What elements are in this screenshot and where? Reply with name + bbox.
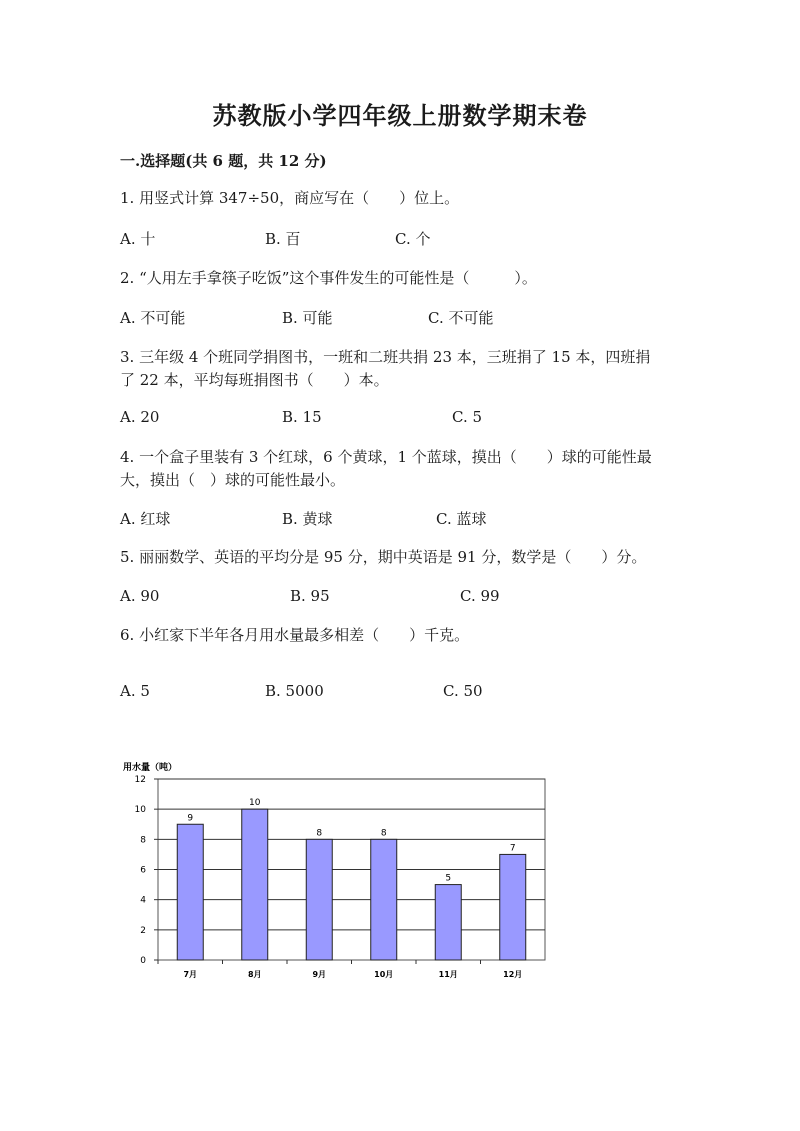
bar-value-label: 8 <box>380 828 387 839</box>
question-2-option-a[interactable]: A. 不可能 <box>120 309 186 327</box>
question-6-option-a[interactable]: A. 5 <box>120 682 150 700</box>
y-tick-label: 6 <box>140 865 146 876</box>
bar <box>500 854 526 960</box>
section-heading: 一.选择题(共 6 题，共 12 分) <box>120 152 327 170</box>
bar-value-label: 5 <box>445 873 452 884</box>
exam-title: 苏教版小学四年级上册数学期末卷 <box>212 101 588 130</box>
question-4-option-c[interactable]: C. 蓝球 <box>436 510 487 528</box>
y-tick-label: 10 <box>134 805 146 816</box>
question-6-option-b[interactable]: B. 5000 <box>265 682 324 700</box>
question-5-option-b[interactable]: B. 95 <box>290 587 330 605</box>
bar <box>242 809 268 960</box>
y-tick-label: 4 <box>140 895 146 906</box>
bar-value-label: 10 <box>249 798 261 809</box>
bar <box>435 885 461 960</box>
bar-value-label: 9 <box>187 813 194 824</box>
question-2-option-c[interactable]: C. 不可能 <box>428 309 494 327</box>
question-6-text: 6. 小红家下半年各月用水量最多相差（ ）千克。 <box>120 626 470 644</box>
chart-grid <box>154 779 545 960</box>
bar-value-label: 8 <box>316 828 323 839</box>
question-3-text-line-2: 了 22 本，平均每班捐图书（ ）本。 <box>120 371 389 389</box>
y-tick-label: 2 <box>140 925 146 936</box>
question-4-option-b[interactable]: B. 黄球 <box>282 510 333 528</box>
question-6-option-c[interactable]: C. 50 <box>443 682 483 700</box>
question-3-option-a[interactable]: A. 20 <box>120 408 160 426</box>
x-tick-label: 8月 <box>247 970 262 979</box>
question-5-option-c[interactable]: C. 99 <box>460 587 500 605</box>
x-tick-label: 11月 <box>438 970 458 979</box>
question-2-option-b[interactable]: B. 可能 <box>282 309 333 327</box>
y-tick-label: 0 <box>140 956 146 966</box>
x-tick-label: 12月 <box>503 970 523 979</box>
y-tick-label: 12 <box>134 775 146 785</box>
x-axis-ticks <box>158 960 522 979</box>
bar-value-label: 7 <box>509 843 516 854</box>
question-2-text: 2. “人用左手拿筷子吃饭”这个事件发生的可能性是（ ）。 <box>120 269 537 287</box>
bar <box>306 839 332 960</box>
y-axis-label: 用水量（吨） <box>123 763 178 773</box>
question-5-option-a[interactable]: A. 90 <box>120 587 160 605</box>
question-4-text-line-2: 大，摸出（ ）球的可能性最小。 <box>120 471 346 489</box>
water-usage-bar-chart <box>118 758 558 988</box>
question-3-option-c[interactable]: C. 5 <box>452 408 483 426</box>
question-5-text: 5. 丽丽数学、英语的平均分是 95 分，期中英语是 91 分，数学是（ ）分。 <box>120 548 647 566</box>
question-1-text: 1. 用竖式计算 347÷50，商应写在（ ）位上。 <box>120 189 460 207</box>
question-1-option-b[interactable]: B. 百 <box>265 230 301 248</box>
question-3-text-line-1: 3. 三年级 4 个班同学捐图书，一班和二班共捐 23 本，三班捐了 15 本，四班捐 <box>120 348 651 366</box>
bar <box>371 839 397 960</box>
y-axis-ticks <box>135 775 147 966</box>
question-4-text-line-1: 4. 一个盒子里装有 3 个红球，6 个黄球，1 个蓝球，摸出（ ）球的可能性最 <box>120 448 652 466</box>
question-1-option-c[interactable]: C. 个 <box>395 230 431 248</box>
x-tick-label: 9月 <box>312 970 327 979</box>
x-tick-label: 7月 <box>183 970 198 979</box>
y-tick-label: 8 <box>140 835 146 846</box>
question-1-option-a[interactable]: A. 十 <box>120 230 156 248</box>
question-3-option-b[interactable]: B. 15 <box>282 408 322 426</box>
x-tick-label: 10月 <box>374 970 394 979</box>
question-4-option-a[interactable]: A. 红球 <box>120 510 171 528</box>
bar <box>177 824 203 960</box>
